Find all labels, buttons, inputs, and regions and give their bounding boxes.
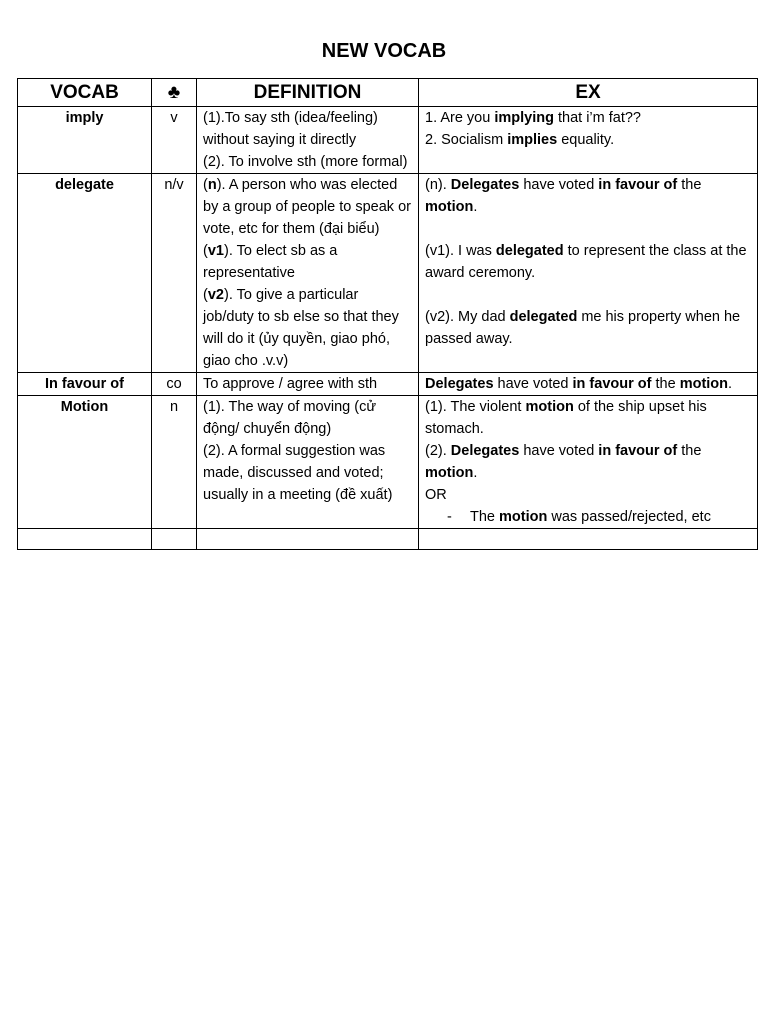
definition-cell (197, 373, 419, 396)
definition-cell (197, 396, 419, 529)
text-run: (2). A formal suggestion was made, discussed and voted; usually in a meeting (đề xuất) (203, 443, 393, 503)
text-run: of the ship upset his stomach. (425, 399, 707, 437)
text-run: (1). The way of moving (cử động/ chuyển động) (203, 399, 377, 437)
table-row (18, 396, 758, 529)
example-bullet (447, 506, 751, 528)
example-bullet-list (425, 506, 751, 528)
definition-line (203, 440, 412, 506)
text-run: (1). The violent (425, 399, 526, 415)
text-run: have voted (519, 177, 599, 193)
text-run: that i’m fat?? (553, 110, 641, 126)
example-cell (419, 373, 758, 396)
text-run: To approve / agree with sth (203, 376, 378, 392)
blank-line (425, 218, 751, 240)
example-cell (419, 107, 758, 174)
example-line (425, 440, 751, 484)
header-vocab: VOCAB (18, 79, 152, 107)
text-run: ). A person who was elected by a group of people to speak or vote, etc for them (đại biểu) (203, 177, 411, 237)
bold-term: motion (499, 509, 548, 525)
text-run: (n). (425, 177, 451, 193)
blank-line (425, 284, 751, 306)
text-run: me his property when he passed away. (425, 309, 741, 347)
text-run: 1. Are you (425, 110, 495, 126)
text-run: the (677, 177, 702, 193)
part-of-speech: co (152, 373, 197, 396)
bold-term: Delegates (450, 177, 520, 193)
vocab-word: imply (18, 107, 152, 174)
table-header-row (18, 79, 758, 107)
text-run: ). To elect sb as a representative (203, 243, 338, 281)
text-run: The (470, 509, 500, 525)
header-example: EX (419, 79, 758, 107)
bold-term: implying (494, 110, 554, 126)
page-title: NEW VOCAB (321, 40, 447, 62)
text-run: (v2). My dad (425, 309, 510, 325)
example-line (425, 107, 751, 129)
text-run: equality. (557, 132, 615, 148)
text-run: have voted (519, 443, 599, 459)
text-run: (2). (425, 443, 451, 459)
bold-term: motion (425, 199, 474, 215)
bold-term: motion (425, 465, 474, 481)
example-line (425, 240, 751, 284)
text-run: ). To give a particular job/duty to sb else so that they will do it (ủy quyền, giao phó, giao cho .v.v) (203, 287, 399, 369)
table-row (18, 373, 758, 396)
definition-cell (197, 107, 419, 174)
table-body (18, 107, 758, 550)
text-run: (2). To involve sth (more formal) (203, 154, 408, 170)
text-run: to represent the class at the award ceremony. (425, 243, 747, 281)
bold-term: motion (525, 399, 574, 415)
part-of-speech: n/v (152, 174, 197, 373)
part-of-speech: n (152, 396, 197, 529)
text-run: . (473, 465, 478, 481)
definition-line (203, 107, 412, 151)
example-line (425, 396, 751, 440)
empty-cell (18, 529, 152, 550)
bold-term: in favour of (598, 443, 678, 459)
example-line (425, 373, 751, 395)
example-cell (419, 396, 758, 529)
bold-term: implies (507, 132, 558, 148)
definition-line (203, 151, 412, 173)
bold-term: motion (679, 376, 729, 392)
empty-cell (419, 529, 758, 550)
text-run: (1).To say sth (idea/feeling) without saying it directly (203, 110, 378, 148)
text-run: ( (203, 177, 208, 193)
bold-term: v2 (207, 287, 224, 303)
header-definition: DEFINITION (197, 79, 419, 107)
empty-cell (152, 529, 197, 550)
part-of-speech: v (152, 107, 197, 174)
bold-term: Delegates (425, 376, 494, 392)
definition-line (203, 396, 412, 440)
definition-line (203, 174, 412, 240)
example-line (425, 306, 751, 350)
definition-line (203, 373, 412, 395)
vocab-word: In favour of (18, 373, 152, 396)
text-run: have voted (493, 376, 573, 392)
text-run: the (677, 443, 702, 459)
text-run: the (651, 376, 680, 392)
text-run: (v1). I was (425, 243, 496, 259)
bold-term: delegated (509, 309, 578, 325)
bold-term: Delegates (450, 443, 520, 459)
vocab-table (17, 78, 758, 550)
bold-term: in favour of (572, 376, 652, 392)
text-run: ( (203, 287, 208, 303)
bold-term: delegated (495, 243, 564, 259)
text-run: 2. Socialism (425, 132, 508, 148)
vocab-word: Motion (18, 396, 152, 529)
header-club-icon: ♣ (152, 79, 197, 107)
empty-cell (197, 529, 419, 550)
example-line (425, 174, 751, 218)
text-run: ( (203, 243, 208, 259)
example-line (425, 129, 751, 151)
text-run: . (473, 199, 478, 215)
text-run: . (728, 376, 733, 392)
example-line (425, 484, 751, 506)
definition-line (203, 284, 412, 372)
text-run: was passed/rejected, etc (547, 509, 711, 525)
bold-term: in favour of (598, 177, 678, 193)
text-run: OR (425, 487, 447, 503)
definition-line (203, 240, 412, 284)
vocab-word: delegate (18, 174, 152, 373)
table-row (18, 107, 758, 174)
example-cell (419, 174, 758, 373)
bold-term: n (207, 177, 217, 193)
bold-term: v1 (207, 243, 224, 259)
table-row (18, 174, 758, 373)
empty-table-row (18, 529, 758, 550)
definition-cell (197, 174, 419, 373)
